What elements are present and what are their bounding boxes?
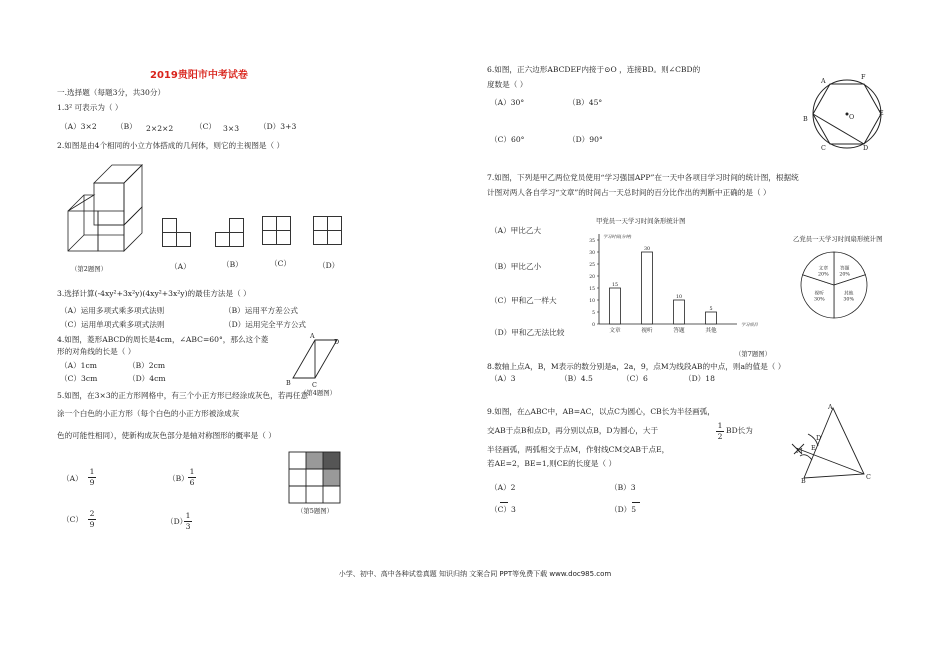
q5-option-c: （C）: [62, 515, 83, 524]
y-tick-label: 20: [589, 275, 595, 280]
bar: [706, 312, 717, 324]
q9-label-c: C: [866, 473, 871, 481]
bar-category-label: 视听: [641, 328, 653, 334]
q2-d-cell: [327, 216, 342, 231]
y-axis-label: 学习时间(分钟): [603, 234, 632, 239]
q5-option-a-fraction: $\frac{1}{9}$: [89, 467, 95, 487]
q9-option-b: （B）3: [610, 483, 636, 492]
q8-stem: 8.数轴上点A，B，M表示的数分别是a，2a，9，点M为线段AB的中点，则a的值是（ ）: [487, 362, 786, 371]
y-tick-label: 30: [589, 251, 595, 256]
y-tick-label: 5: [592, 311, 595, 316]
section-heading: 一.选择题（每题3分，共30分）: [57, 88, 166, 97]
q9-line4: 若AE=2，BE=1,则CE的长度是（ ）: [487, 459, 617, 468]
q7-line2: 计图对两人各自学习“文章”的时间占一天总时间的百分比作出的判断中正确的是（ ）: [487, 188, 771, 197]
q4-option-b: （B）2cm: [128, 361, 166, 370]
q3-stem: 3.选择计算(-4xy²+3x²y)(4xy²+3x²y)的最佳方法是（ ）: [57, 289, 251, 298]
q5-option-b-fraction: $\frac{1}{6}$: [189, 467, 195, 487]
q1-option-b-value: 2×2×2: [146, 124, 174, 133]
q9-option-c-radical-bar: [500, 502, 508, 503]
bar-category-label: 文章: [609, 328, 621, 334]
pie-slice-value: 20%: [817, 272, 829, 278]
pie-slice-label: 答题: [839, 266, 850, 272]
q9-label-b: B: [801, 477, 806, 485]
q7-option-d: （D）甲和乙无法比较: [490, 328, 565, 337]
q1-option-c: （C）: [195, 122, 216, 131]
bar-value-label: 30: [643, 247, 651, 252]
pie-slice-label: 其他: [843, 291, 854, 297]
q2-c-cell: [276, 216, 291, 231]
bar-value-label: 15: [611, 283, 619, 288]
q3-option-c: （C）运用单项式乘多项式法则: [60, 320, 165, 329]
q7-option-c: （C）甲和乙一样大: [490, 296, 557, 305]
q6-label-d: D: [863, 144, 869, 152]
q9-label-m: M: [796, 447, 803, 455]
bar-category-label: 其他: [705, 328, 717, 334]
q9-label-e: E: [811, 444, 816, 452]
q1-option-b: （B）: [116, 122, 137, 131]
q2-a-cell: [162, 218, 177, 233]
q4-option-d: （D）4cm: [128, 374, 166, 383]
q4-label-a: A: [310, 332, 315, 340]
q5-line2: 涂一个白色的小正方形（每个白色的小正方形被涂成灰: [57, 409, 240, 418]
q5-line3: 色的可能性相同），使新构成灰色部分是轴对称图形的概率是（ ）: [57, 431, 276, 440]
bar: [610, 288, 621, 324]
q1-stem: 1.3² 可表示为（ ）: [57, 103, 123, 112]
q9-triangle-figure: [786, 400, 871, 485]
q2-option-c: （C）: [270, 259, 291, 268]
q7-option-b: （B）甲比乙小: [490, 262, 542, 271]
y-tick-label: 10: [589, 299, 595, 304]
q9-half-fraction: $\frac{1}{2}$: [717, 421, 723, 441]
q3-option-a: （A）运用多项式乘多项式法则: [60, 306, 165, 315]
q2-b-cell: [215, 232, 230, 247]
q6-label-c: C: [821, 144, 826, 152]
q2-d-cell: [313, 216, 328, 231]
q6-label-f: F: [861, 73, 866, 81]
q2-stem: 2.如图是由4个相同的小立方体搭成的几何体，则它的主视图是（ ）: [57, 141, 285, 150]
bar-chart: [583, 228, 758, 338]
pie-chart: [799, 250, 869, 320]
q6-line2: 度数是（ ）: [487, 80, 528, 89]
pie-chart-title: 乙党员一天学习时间扇形统计图: [793, 235, 883, 243]
q2-option-b: （B）: [222, 260, 243, 269]
q2-c-cell: [276, 230, 291, 245]
q5-option-a: （A）: [62, 474, 83, 483]
q5-option-d-fraction: $\frac{1}{3}$: [185, 511, 191, 531]
pie-slice-value: 30%: [843, 297, 855, 303]
q5-figure-caption: （第5题图）: [297, 507, 334, 515]
q9-line1: 9.如图，在△ABC中，AB=AC，以点C为圆心，CB长为半径画弧，: [487, 407, 715, 416]
pie-slice-value: 30%: [813, 297, 825, 303]
q9-option-a: （A）2: [490, 483, 516, 492]
q4-figure-caption: （第4题图）: [300, 389, 337, 397]
q7-figure-caption: （第7题图）: [735, 350, 772, 358]
q2-d-cell: [327, 230, 342, 245]
q6-option-d: （D）90°: [568, 135, 603, 144]
q9-label-a: A: [828, 403, 833, 411]
bar-value-label: 10: [675, 295, 683, 300]
q4-line2: 形的对角线的长是（ ）: [57, 347, 136, 356]
q9-option-d-radical-bar: [632, 502, 640, 503]
y-tick-label: 0: [592, 323, 595, 328]
q5-grid-figure: [289, 452, 340, 503]
q6-label-b: B: [803, 115, 808, 123]
q2-cube-figure: [64, 163, 154, 263]
q9-line3: 半径画弧，两弧相交于点M，作射线CM交AB于点E，: [487, 445, 670, 454]
x-axis-label: 学习项目: [741, 322, 758, 327]
y-tick-label: 15: [589, 287, 595, 292]
bar: [642, 252, 653, 324]
bar: [674, 300, 685, 324]
q2-c-cell: [262, 230, 277, 245]
bar-value-label: 5: [709, 307, 713, 312]
q2-option-a: （A）: [170, 262, 191, 271]
q2-c-cell: [262, 216, 277, 231]
q6-label-o: O: [849, 113, 855, 121]
q4-line1: 4.如图，菱形ABCD的周长是4cm，∠ABC=60°，那么这个菱: [57, 335, 269, 344]
q9-line2a: 交AB于点B和点D，再分别以点B，D为圆心，大于: [487, 426, 659, 435]
q4-label-d: D: [334, 338, 340, 346]
pie-slice-label: 文章: [818, 266, 829, 272]
q2-a-cell: [176, 232, 191, 247]
q6-line1: 6.如图，正六边形ABCDEF内接于⊙O ，连接BD。则∠CBD的: [487, 65, 701, 74]
q3-option-d: （D）运用完全平方公式: [224, 320, 307, 329]
pie-slice-value: 20%: [839, 272, 851, 278]
q6-option-a: （A）30°: [490, 98, 525, 107]
q8-option-a: （A）3: [490, 374, 516, 383]
q4-label-b: B: [286, 379, 291, 387]
q3-option-b: （B）运用平方差公式: [224, 306, 298, 315]
q1-option-a: （A）3×2: [60, 122, 97, 131]
q5-option-b: （B）: [168, 474, 189, 483]
q4-option-c: （C）3cm: [60, 374, 98, 383]
q6-label-e: E: [879, 109, 884, 117]
q8-option-d: （D）18: [684, 374, 715, 383]
q5-option-d: （D）: [166, 517, 188, 526]
q6-label-a: A: [821, 77, 826, 85]
q5-line1: 5.如图，在3×3的正方形网格中，有三个小正方形已经涂成灰色，若再任意: [57, 391, 309, 400]
page-footer: 小学、初中、高中各种试卷真题 知识归纳 文案合同 PPT等免费下载 www.doc985.com: [338, 570, 612, 578]
q2-option-d: （D）: [318, 261, 340, 270]
q2-a-cell: [162, 232, 177, 247]
q9-option-d: （D）5: [610, 505, 637, 514]
q9-label-d: D: [816, 434, 822, 442]
q2-b-cell: [229, 218, 244, 233]
q8-option-b: （B）4.5: [560, 374, 593, 383]
q2-d-cell: [313, 230, 328, 245]
q9-option-c: （C）3: [490, 505, 516, 514]
q7-option-a: （A）甲比乙大: [490, 226, 542, 235]
q6-option-c: （C）60°: [490, 135, 525, 144]
y-tick-label: 35: [589, 239, 595, 244]
q6-option-b: （B）45°: [568, 98, 603, 107]
pie-slice-label: 视听: [814, 291, 825, 297]
bar-category-label: 答题: [673, 328, 685, 334]
page-title: 2019贵阳市中考试卷: [150, 70, 248, 81]
q5-option-c-fraction: $\frac{2}{9}$: [89, 509, 95, 529]
y-tick-label: 25: [589, 263, 595, 268]
q1-option-d: （D）3+3: [259, 122, 297, 131]
bar-chart-title: 甲党员一天学习时间条形统计图: [596, 217, 686, 225]
q9-line2b: BD长为: [726, 426, 753, 435]
q2-b-cell: [229, 232, 244, 247]
q2-figure-caption: （第2题图）: [71, 265, 108, 273]
q4-option-a: （A）1cm: [60, 361, 97, 370]
q4-label-c: C: [312, 381, 317, 389]
q6-hexagon-figure: [800, 76, 890, 152]
q8-option-c: （C）6: [622, 374, 648, 383]
q7-line1: 7.如图，下列是甲乙两位党员使用“学习强国APP”在一天中各项目学习时间的统计图，根据统: [487, 173, 799, 182]
q1-option-c-value: 3×3: [223, 124, 240, 133]
